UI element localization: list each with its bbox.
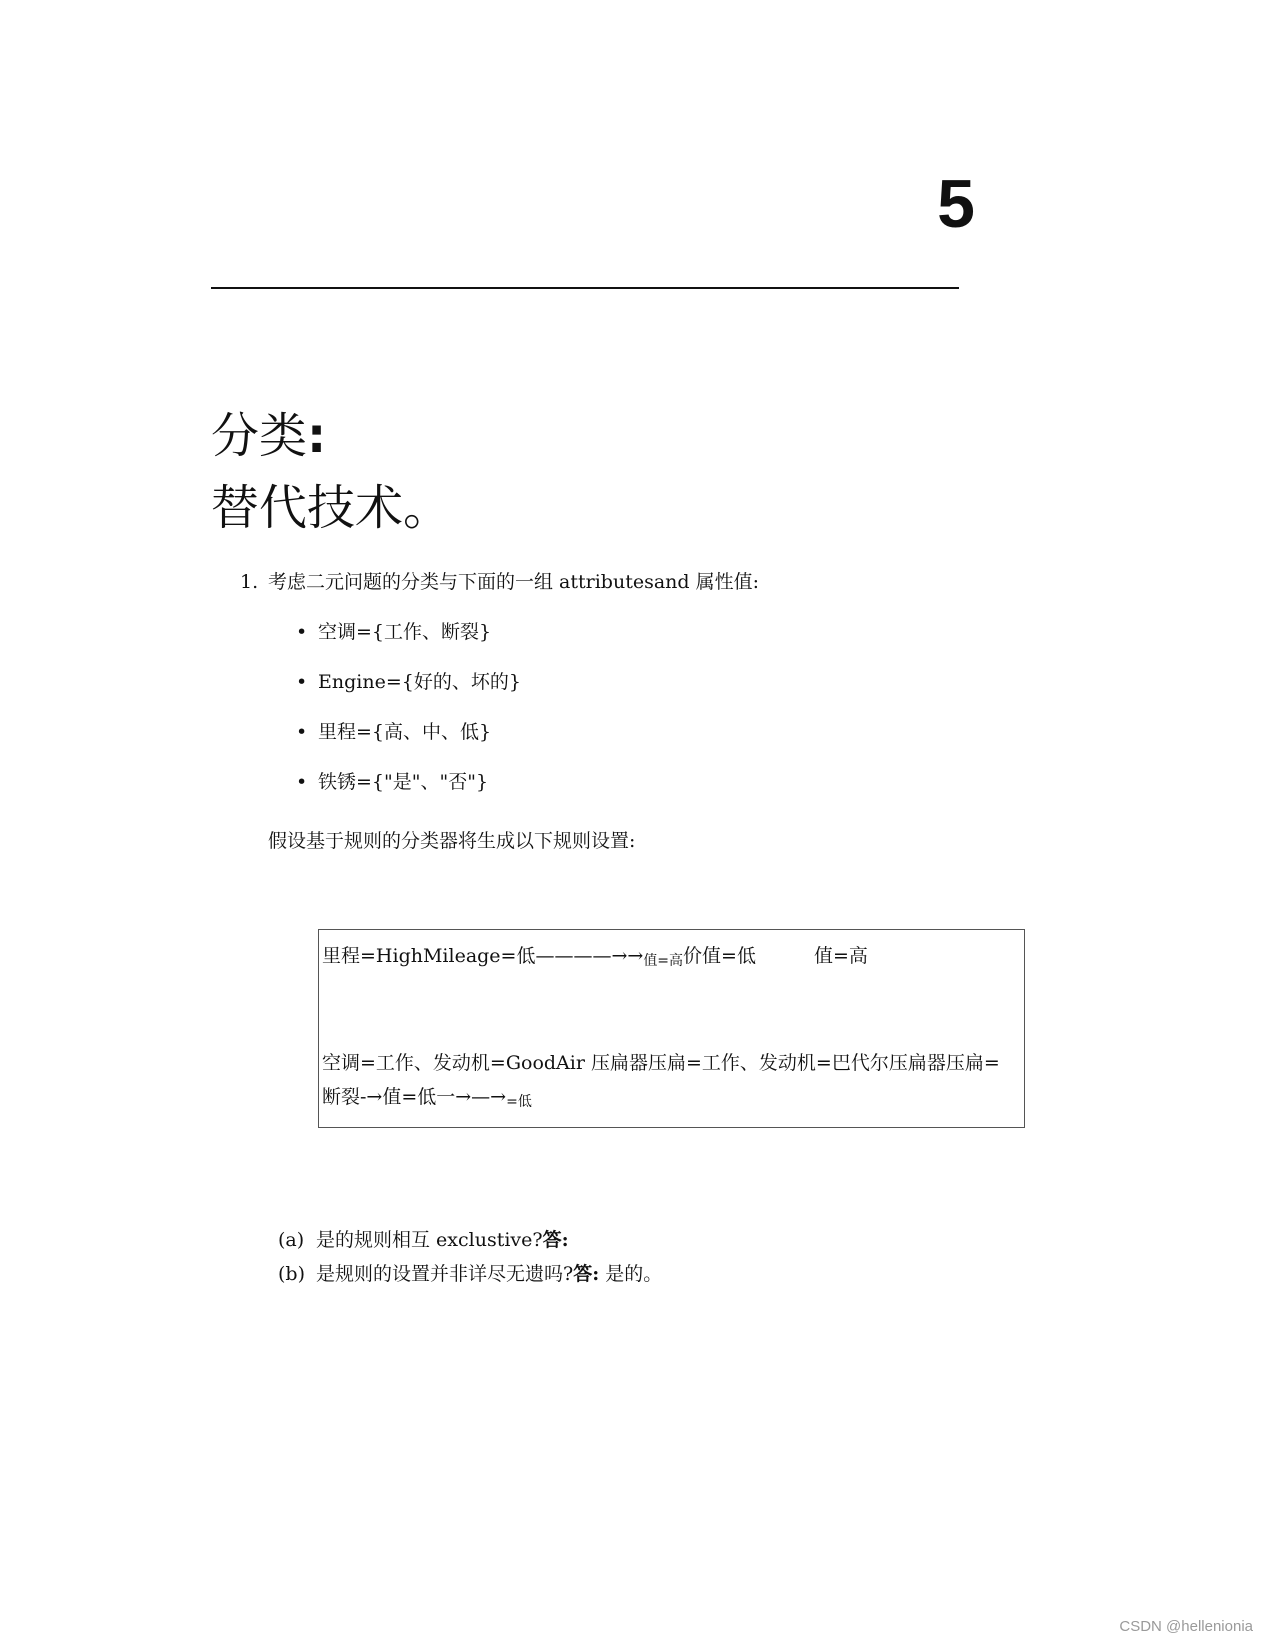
chapter-title-line-1 [211,400,451,472]
sub-question-a [278,1226,662,1260]
rule-1 [322,942,868,975]
rules-box [318,929,1025,1128]
rule-1-end: 值=高 [813,945,868,967]
sub-question-b [278,1260,662,1294]
rule-1-main: 里程=HighMileage=低————→→ [322,945,644,967]
attribute-text: 铁锈={"是"、"否"} [318,771,489,793]
rule-2-line-1: 空调=工作、发动机=GoodAir 压扁器压扁=工作、发动机=巴代尔压扁器压扁= [322,1052,1000,1074]
answer-label: 答: [542,1229,569,1251]
chapter-rule [211,287,959,289]
answer-text: 是的。 [599,1263,663,1285]
answer-label: 答: [573,1263,600,1285]
rule-2-line-2 [322,1083,532,1116]
chapter-number: 5 [937,166,975,242]
question-number: 1. [240,571,259,593]
rule-2-line-2-main: 断裂-→值=低一→—→ [322,1086,507,1108]
rules-intro: 假设基于规则的分类器将生成以下规则设置: [268,830,636,852]
chapter-title [211,400,451,544]
bullet-icon: • [296,671,308,693]
attribute-list [296,618,521,818]
chapter-title-text: 分类 [211,408,308,464]
question-text: 考虑二元问题的分类与下面的一组 attributesand 属性值: [268,571,759,593]
sub-questions [278,1226,662,1294]
attribute-text: Engine={好的、坏的} [318,671,521,693]
attribute-text: 里程={高、中、低} [318,721,492,743]
list-item [296,718,521,768]
watermark: CSDN @hellenionia [1119,1618,1253,1635]
bullet-icon: • [296,721,308,743]
bullet-icon: • [296,771,308,793]
attribute-text: 空调={工作、断裂} [318,621,492,643]
sub-question-text: 是规则的设置并非详尽无遗吗? [316,1263,574,1285]
list-item [296,618,521,668]
bullet-icon: • [296,621,308,643]
list-item [296,668,521,718]
question-1 [240,568,759,596]
sub-question-label: (a) [278,1229,305,1251]
chapter-title-line-2: 替代技术。 [211,480,452,536]
rule-2-line-2-subscript: =低 [506,1094,532,1110]
chapter-title-colon: : [307,408,327,464]
sub-question-label: (b) [278,1263,305,1285]
rule-1-subscript: 值=高 [643,953,684,969]
sub-question-text: 是的规则相互 exclustive? [316,1229,543,1251]
rule-1-tail: 价值=低 [683,945,756,967]
list-item [296,768,521,818]
